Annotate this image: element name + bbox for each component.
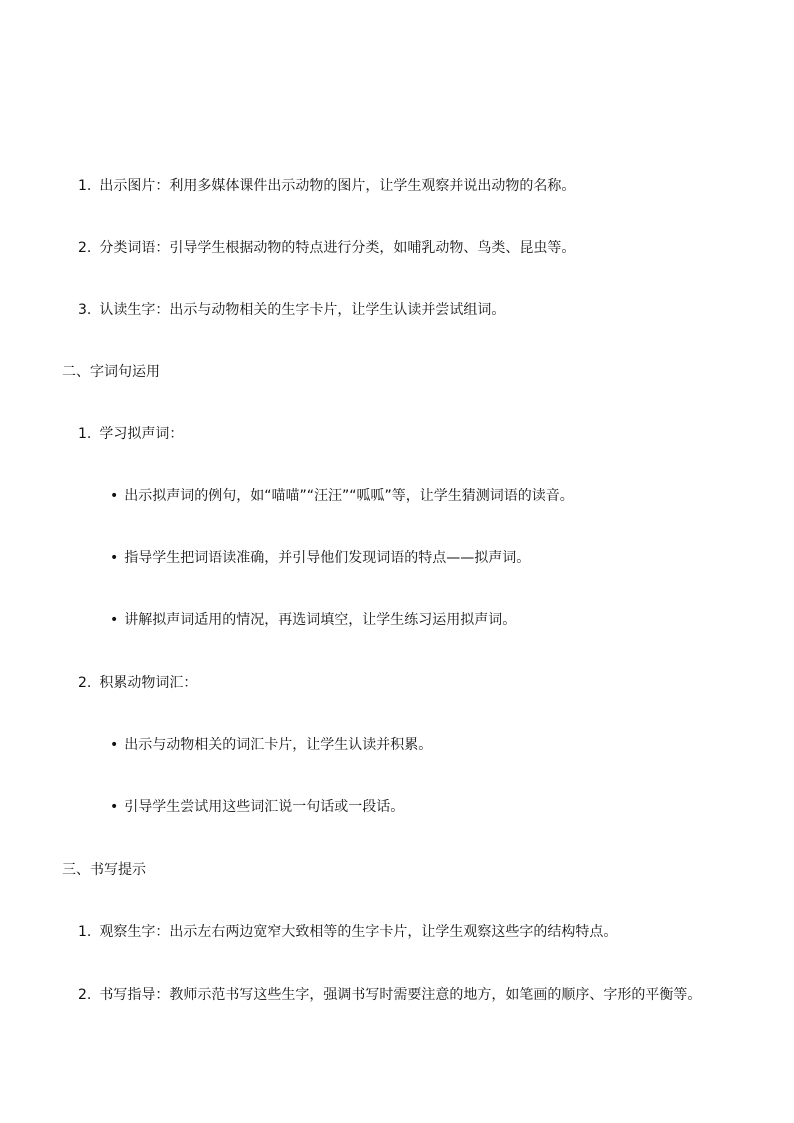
item-text: 积累动物词汇： (99, 675, 198, 691)
list-item (78, 238, 575, 258)
bullet-text: 讲解拟声词适用的情况，再选词填空，让学生练习运用拟声词。 (124, 612, 517, 628)
item-number: 2. (78, 240, 92, 256)
list-item (78, 176, 575, 196)
item-text: 出示图片：利用多媒体课件出示动物的图片，让学生观察并说出动物的名称。 (99, 178, 576, 194)
bullet-text: 出示与动物相关的词汇卡片，让学生认读并积累。 (124, 737, 433, 753)
item-text: 分类词语：引导学生根据动物的特点进行分类，如哺乳动物、鸟类、昆虫等。 (99, 240, 576, 256)
bullet-item (110, 486, 574, 506)
item-text: 认读生字：出示与动物相关的生字卡片，让学生认读并尝试组词。 (99, 302, 506, 318)
bullet-icon: • (110, 612, 119, 628)
item-number: 3. (78, 302, 92, 318)
list-item (78, 922, 617, 942)
item-number: 1. (78, 426, 92, 442)
bullet-icon: • (110, 799, 119, 815)
item-text: 学习拟声词： (99, 426, 184, 442)
bullet-text: 出示拟声词的例句，如“喵喵”“汪汪”“呱呱”等，让学生猜测词语的读音。 (124, 488, 574, 504)
bullet-item (110, 610, 516, 630)
item-number: 2. (78, 675, 92, 691)
bullet-icon: • (110, 550, 119, 566)
section-heading: 三、书写提示 (62, 862, 146, 878)
bullet-item (110, 797, 404, 817)
item-number: 1. (78, 924, 92, 940)
list-item (78, 424, 183, 444)
bullet-icon: • (110, 488, 119, 504)
item-text: 观察生字：出示左右两边宽窄大致相等的生字卡片，让学生观察这些字的结构特点。 (99, 924, 618, 940)
bullet-icon: • (110, 737, 119, 753)
bullet-item (110, 735, 432, 755)
item-number: 2. (78, 987, 92, 1003)
list-item (78, 300, 505, 320)
section-heading: 二、字词句运用 (62, 364, 160, 380)
list-item (78, 673, 197, 693)
bullet-item (110, 548, 530, 568)
item-text: 书写指导：教师示范书写这些生字，强调书写时需要注意的地方，如笔画的顺序、字形的平衡等。 (99, 987, 702, 1003)
list-item (30, 978, 770, 1012)
bullet-text: 指导学生把词语读准确，并引导他们发现词语的特点——拟声词。 (124, 550, 531, 566)
bullet-text: 引导学生尝试用这些词汇说一句话或一段话。 (124, 799, 405, 815)
item-number: 1. (78, 178, 92, 194)
